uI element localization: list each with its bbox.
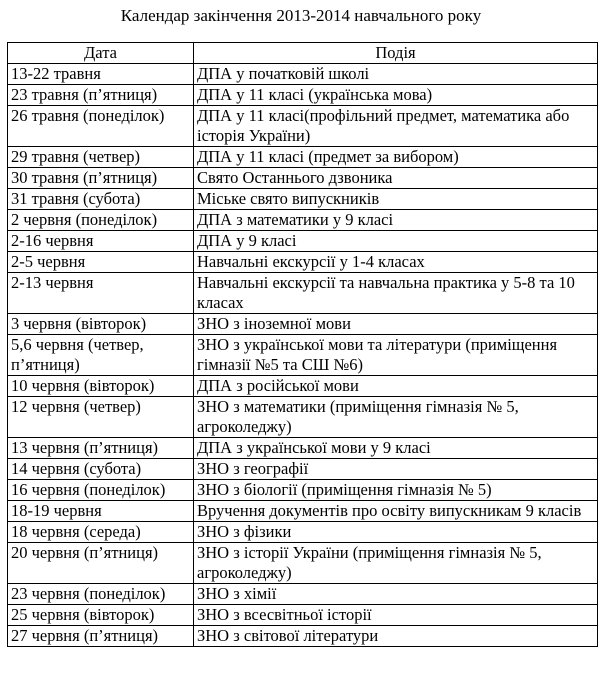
date-cell: 18-19 червня	[8, 501, 194, 522]
calendar-table	[7, 42, 598, 647]
table-row	[8, 106, 598, 147]
date-cell: 2 червня (понеділок)	[8, 210, 194, 231]
date-cell: 20 червня (п’ятниця)	[8, 543, 194, 584]
table-row	[8, 147, 598, 168]
event-cell: ДПА з математики у 9 класі	[194, 210, 598, 231]
event-cell: Міське свято випускників	[194, 189, 598, 210]
table-row	[8, 605, 598, 626]
table-row	[8, 522, 598, 543]
table-row	[8, 459, 598, 480]
date-cell: 29 травня (четвер)	[8, 147, 194, 168]
header-event: Подія	[194, 43, 598, 64]
table-row	[8, 438, 598, 459]
event-cell: ЗНО з світової літератури	[194, 626, 598, 647]
table-row	[8, 231, 598, 252]
table-row	[8, 273, 598, 314]
table-row	[8, 480, 598, 501]
date-cell: 3 червня (вівторок)	[8, 314, 194, 335]
table-row	[8, 210, 598, 231]
date-cell: 2-16 червня	[8, 231, 194, 252]
table-row	[8, 335, 598, 376]
table-row	[8, 64, 598, 85]
date-cell: 30 травня (п’ятниця)	[8, 168, 194, 189]
event-cell: Свято Останнього дзвоника	[194, 168, 598, 189]
table-row	[8, 85, 598, 106]
date-cell: 27 червня (п’ятниця)	[8, 626, 194, 647]
date-cell: 26 травня (понеділок)	[8, 106, 194, 147]
table-header-row	[8, 43, 598, 64]
document-title: Календар закінчення 2013-2014 навчального року	[120, 6, 482, 25]
date-cell: 25 червня (вівторок)	[8, 605, 194, 626]
event-cell: Навчальні екскурсії та навчальна практика у 5-8 та 10 класах	[194, 273, 598, 314]
table-row	[8, 252, 598, 273]
event-cell: ЗНО з фізики	[194, 522, 598, 543]
date-cell: 5,6 червня (четвер, п’ятниця)	[8, 335, 194, 376]
table-row	[8, 543, 598, 584]
table-row	[8, 168, 598, 189]
event-cell: Вручення документів про освіту випускникам 9 класів	[194, 501, 598, 522]
event-cell: ДПА у 11 класі (предмет за вибором)	[194, 147, 598, 168]
event-cell: ДПА у 9 класі	[194, 231, 598, 252]
date-cell: 23 червня (понеділок)	[8, 584, 194, 605]
header-date: Дата	[8, 43, 194, 64]
date-cell: 2-5 червня	[8, 252, 194, 273]
table-row	[8, 376, 598, 397]
event-cell: ДПА з української мови у 9 класі	[194, 438, 598, 459]
table-row	[8, 501, 598, 522]
event-cell: ДПА у 11 класі(профільний предмет, математика або історія України)	[194, 106, 598, 147]
event-cell: ЗНО з української мови та літератури (приміщення гімназії №5 та СШ №6)	[194, 335, 598, 376]
event-cell: ЗНО з географії	[194, 459, 598, 480]
table-row	[8, 314, 598, 335]
date-cell: 18 червня (середа)	[8, 522, 194, 543]
date-cell: 14 червня (субота)	[8, 459, 194, 480]
event-cell: ЗНО з хімії	[194, 584, 598, 605]
table-row	[8, 189, 598, 210]
date-cell: 12 червня (четвер)	[8, 397, 194, 438]
event-cell: ЗНО з іноземної мови	[194, 314, 598, 335]
table-row	[8, 584, 598, 605]
date-cell: 16 червня (понеділок)	[8, 480, 194, 501]
event-cell: ДПА з російської мови	[194, 376, 598, 397]
date-cell: 31 травня (субота)	[8, 189, 194, 210]
event-cell: ДПА у початковій школі	[194, 64, 598, 85]
date-cell: 10 червня (вівторок)	[8, 376, 194, 397]
event-cell: ЗНО з історії України (приміщення гімназія № 5, агроколеджу)	[194, 543, 598, 584]
date-cell: 13 червня (п’ятниця)	[8, 438, 194, 459]
event-cell: ЗНО з математики (приміщення гімназія № 5, агроколеджу)	[194, 397, 598, 438]
table-row	[8, 397, 598, 438]
date-cell: 23 травня (п’ятниця)	[8, 85, 194, 106]
event-cell: ЗНО з біології (приміщення гімназія № 5)	[194, 480, 598, 501]
event-cell: ЗНО з всесвітньої історії	[194, 605, 598, 626]
event-cell: ДПА у 11 класі (українська мова)	[194, 85, 598, 106]
table-row	[8, 626, 598, 647]
date-cell: 13-22 травня	[8, 64, 194, 85]
event-cell: Навчальні екскурсії у 1-4 класах	[194, 252, 598, 273]
date-cell: 2-13 червня	[8, 273, 194, 314]
